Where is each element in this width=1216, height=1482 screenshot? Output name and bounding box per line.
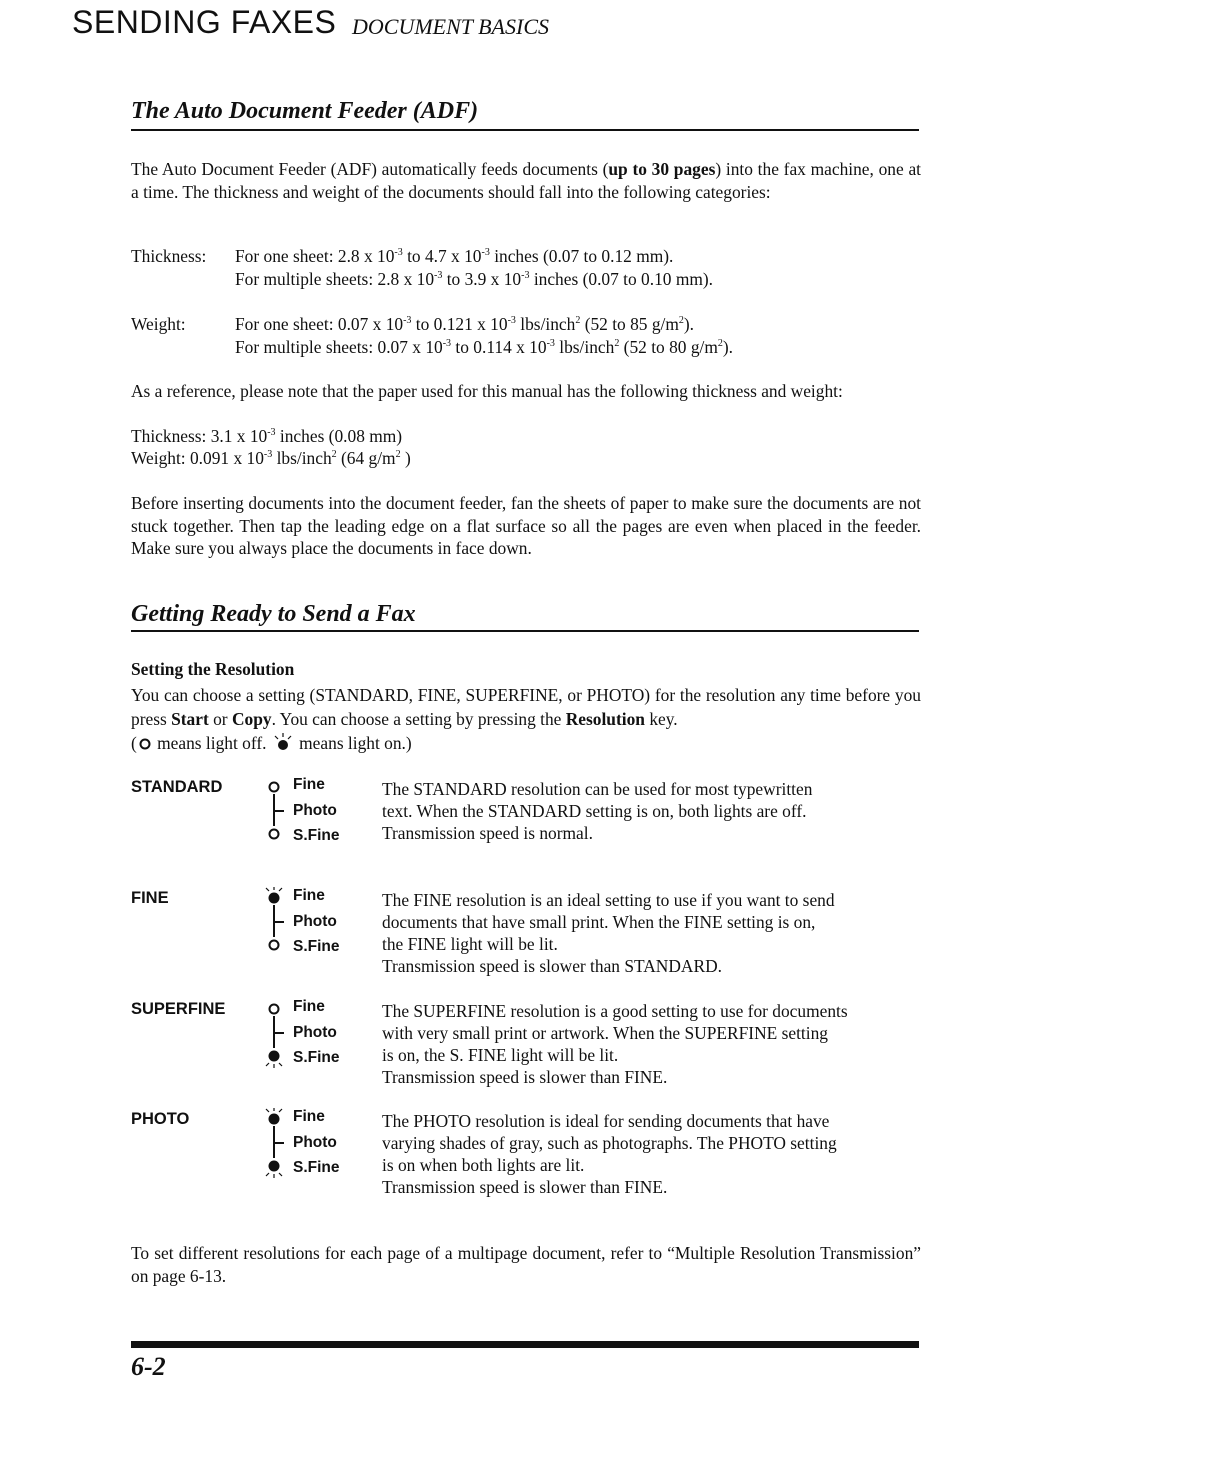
photo-label: Photo bbox=[293, 802, 337, 819]
description-line: is on when both lights are lit. bbox=[382, 1155, 585, 1175]
description-line: the FINE light will be lit. bbox=[382, 934, 558, 954]
fine-label: Fine bbox=[293, 1108, 325, 1125]
description-line: Transmission speed is slower than FINE. bbox=[382, 1177, 668, 1197]
resolution-indicator bbox=[262, 998, 372, 1078]
photo-label: Photo bbox=[293, 1024, 337, 1041]
multipage-note: To set different resolutions for each page of a multipage document, refer to “Multiple Resolution Transmission” on page 6-13. bbox=[131, 1243, 921, 1286]
description-line: varying shades of gray, such as photographs. The PHOTO setting bbox=[382, 1133, 837, 1153]
fine-light-icon bbox=[270, 1005, 279, 1014]
light-on-icon bbox=[271, 732, 295, 758]
setting-resolution-subheading: Setting the Resolution bbox=[131, 659, 295, 679]
description-line: The FINE resolution is an ideal setting to use if you want to send bbox=[382, 890, 835, 910]
mode-name: FINE bbox=[131, 889, 169, 907]
description-line: The SUPERFINE resolution is a good setting to use for documents bbox=[382, 1001, 848, 1021]
page-header-subtitle: DOCUMENT BASICS bbox=[352, 14, 549, 39]
sfine-light-icon bbox=[270, 941, 279, 950]
sfine-label: S.Fine bbox=[293, 938, 340, 955]
weight-one-sheet: For one sheet: 0.07 x $10^{-3}$ to 0.121 x $10^{-3}$ lbs/inch$^2$ (52 to 85 $g/m^2$). bbox=[235, 314, 695, 334]
mode-description bbox=[382, 778, 922, 844]
mode-name: PHOTO bbox=[131, 1110, 190, 1128]
fine-label: Fine bbox=[293, 887, 325, 904]
description-line: with very small print or artwork. When the SUPERFINE setting bbox=[382, 1023, 828, 1043]
sfine-light-icon bbox=[266, 1161, 282, 1179]
mode-name: SUPERFINE bbox=[131, 1000, 226, 1018]
getting-ready-heading: Getting Ready to Send a Fax bbox=[131, 601, 416, 627]
mode-description bbox=[382, 889, 922, 977]
photo-label: Photo bbox=[293, 913, 337, 930]
description-line: text. When the STANDARD setting is on, both lights are off. bbox=[382, 801, 807, 821]
sfine-label: S.Fine bbox=[293, 1159, 340, 1176]
description-line: Transmission speed is slower than STANDARD. bbox=[382, 956, 722, 976]
fine-label: Fine bbox=[293, 776, 325, 793]
reference-thickness: Thickness: 3.1 x $10^{-3}$ inches (0.08 mm) bbox=[131, 426, 403, 446]
reference-paragraph: As a reference, please note that the paper used for this manual has the following thickness and weight: bbox=[131, 381, 843, 401]
sfine-label: S.Fine bbox=[293, 827, 340, 844]
fine-light-icon bbox=[270, 783, 279, 792]
adf-heading-rule bbox=[131, 129, 919, 131]
mode-description bbox=[382, 1110, 922, 1198]
footer-rule bbox=[131, 1341, 919, 1348]
resolution-indicator bbox=[262, 1108, 372, 1188]
fine-label: Fine bbox=[293, 998, 325, 1015]
resolution-indicator bbox=[262, 776, 372, 856]
description-line: The PHOTO resolution is ideal for sending documents that have bbox=[382, 1111, 830, 1131]
photo-label: Photo bbox=[293, 1134, 337, 1151]
description-line: documents that have small print. When the FINE setting is on, bbox=[382, 912, 816, 932]
thickness-label: Thickness: bbox=[131, 246, 207, 266]
description-line: is on, the S. FINE light will be lit. bbox=[382, 1045, 619, 1065]
weight-label: Weight: bbox=[131, 314, 186, 334]
adf-intro-paragraph: The Auto Document Feeder (ADF) automatically feeds documents (up to 30 pages) into the fax machine, one at a time. The thickness and weight of the documents should fall into the following categories: bbox=[131, 159, 921, 202]
fine-light-icon bbox=[266, 1108, 282, 1125]
sfine-light-icon bbox=[270, 830, 279, 839]
description-line: Transmission speed is normal. bbox=[382, 823, 593, 843]
resolution-intro-paragraph: You can choose a setting (STANDARD, FINE, SUPERFINE, or PHOTO) for the resolution any time before you press Start or Copy. You can choose a setting by pressing the Resolution key. ( means light off. means light on.) bbox=[131, 683, 921, 758]
light-off-icon bbox=[137, 733, 153, 757]
fine-light-icon bbox=[266, 887, 282, 904]
resolution-indicator bbox=[262, 887, 372, 967]
getting-ready-rule bbox=[131, 630, 919, 632]
weight-multiple-sheets: For multiple sheets: 0.07 x $10^{-3}$ to 0.114 x $10^{-3}$ lbs/inch$^2$ (52 to 80 $g/m^2$). bbox=[235, 337, 734, 357]
sfine-label: S.Fine bbox=[293, 1049, 340, 1066]
adf-heading: The Auto Document Feeder (ADF) bbox=[131, 98, 479, 124]
sfine-light-icon bbox=[266, 1051, 282, 1069]
description-line: Transmission speed is slower than FINE. bbox=[382, 1067, 668, 1087]
thickness-multiple-sheets: For multiple sheets: 2.8 x $10^{-3}$ to 3.9 x $10^{-3}$ inches (0.07 to 0.10 mm). bbox=[235, 269, 714, 289]
mode-description bbox=[382, 1000, 922, 1088]
thickness-one-sheet: For one sheet: 2.8 x $10^{-3}$ to 4.7 x $10^{-3}$ inches (0.07 to 0.12 mm). bbox=[235, 246, 674, 266]
reference-weight: Weight: 0.091 x $10^{-3}$ lbs/inch$^2$ (64 $g/m^2$ ) bbox=[131, 448, 411, 468]
page-number: 6-2 bbox=[131, 1352, 166, 1381]
fan-sheets-paragraph: Before inserting documents into the document feeder, fan the sheets of paper to make sure the documents are not stuck together. Then tap the leading edge on a flat surface so all the pages are even when placed in the feeder. Make sure you always place the documents in face down. bbox=[131, 493, 921, 558]
description-line: The STANDARD resolution can be used for most typewritten bbox=[382, 779, 813, 799]
mode-name: STANDARD bbox=[131, 778, 223, 796]
page-header-title: SENDING FAXES bbox=[72, 4, 337, 40]
